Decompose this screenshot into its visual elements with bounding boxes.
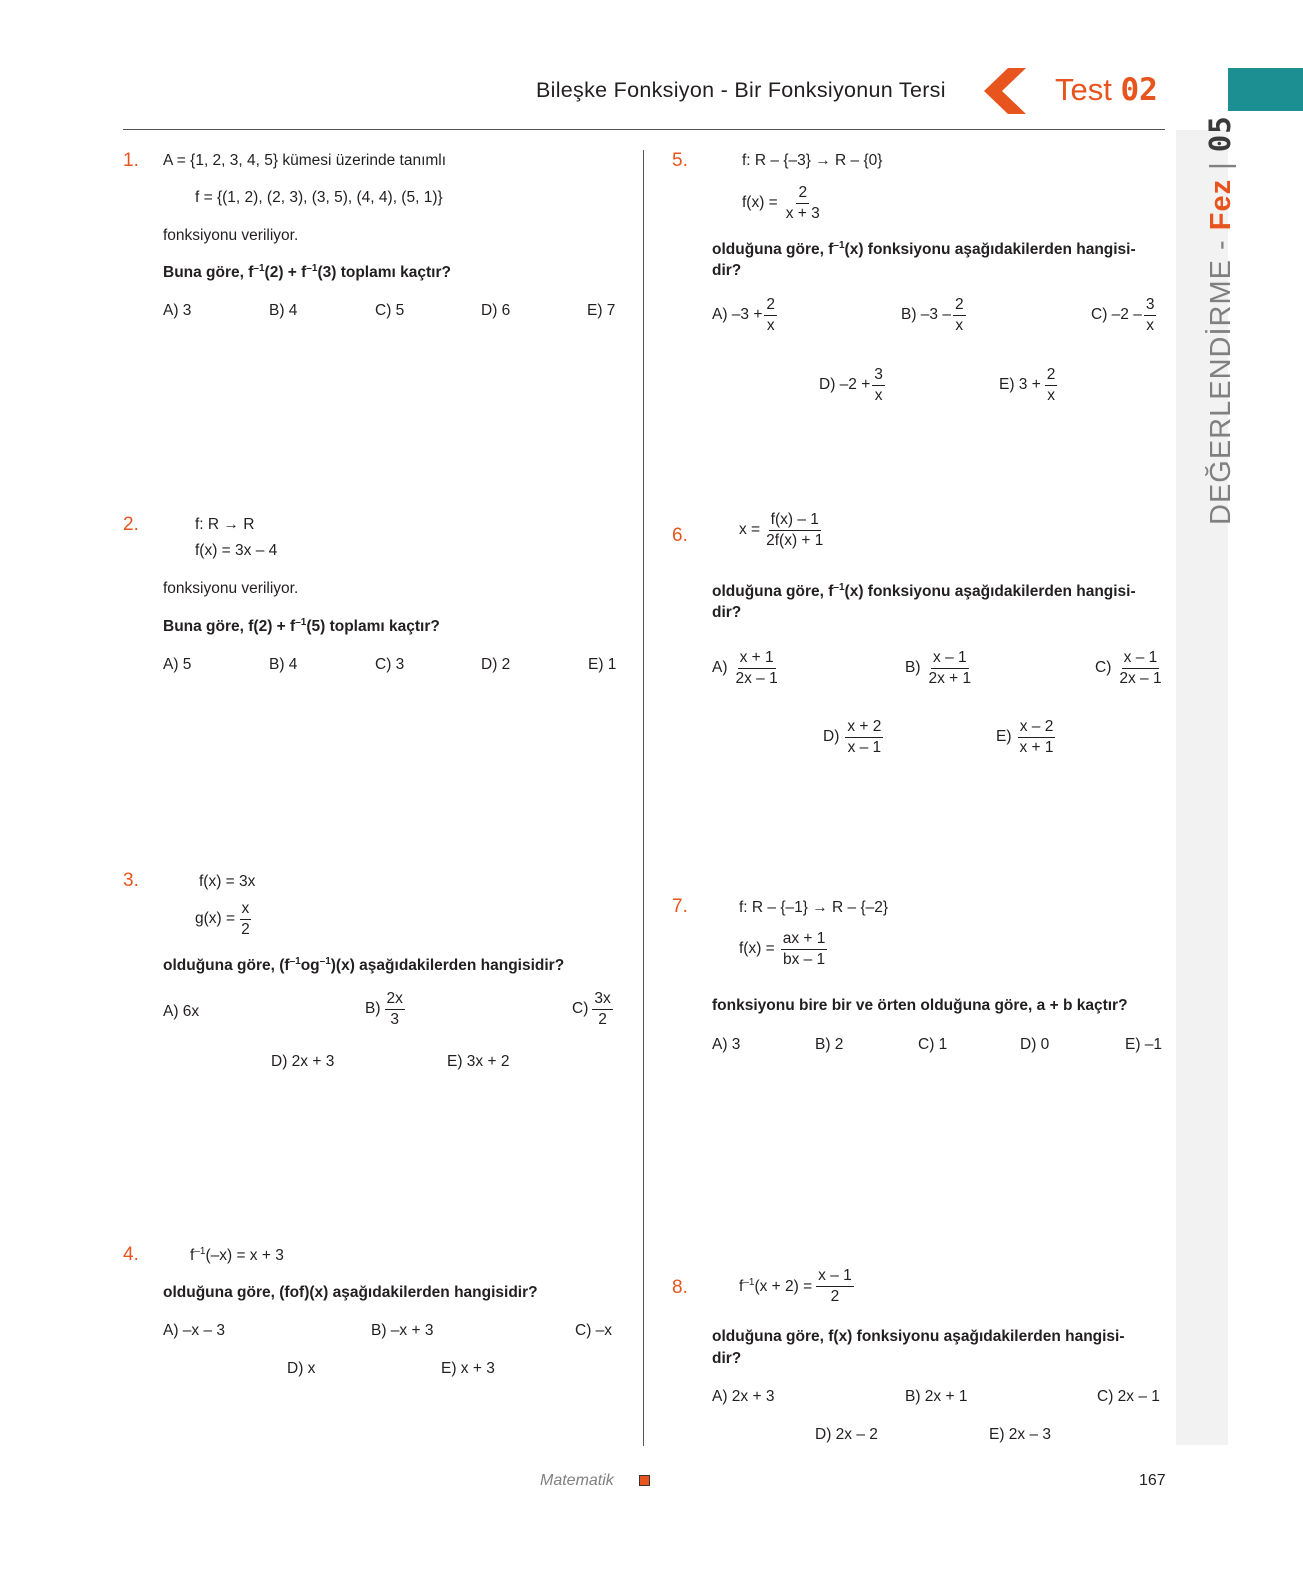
q3-option-b[interactable]: B) 2x 3 xyxy=(365,990,403,1028)
corner-tab xyxy=(1228,68,1303,111)
q1-option-e[interactable]: E) 7 xyxy=(587,302,616,319)
q1-option-b[interactable]: B) 4 xyxy=(269,302,298,319)
q8-option-d[interactable]: D) 2x – 2 xyxy=(815,1426,878,1443)
q3-option-c[interactable]: C) 3x 2 xyxy=(572,990,611,1028)
q1-option-d[interactable]: D) 6 xyxy=(481,302,511,319)
q5-option-e[interactable]: E) 3 + $\frac{2}{x}$ xyxy=(999,366,1056,404)
q2-option-b[interactable]: B) 4 xyxy=(269,656,298,673)
q4-option-c[interactable]: C) –x xyxy=(575,1322,613,1339)
q4-option-b[interactable]: B) –x + 3 xyxy=(371,1322,434,1339)
q6-option-a[interactable]: A) x + 1 2x – 1 xyxy=(712,649,778,687)
q2-option-e[interactable]: E) 1 xyxy=(588,656,617,673)
q7-option-e[interactable]: E) –1 xyxy=(1125,1036,1163,1053)
q8-option-c[interactable]: C) 2x – 1 xyxy=(1097,1388,1160,1405)
q1-intro: A = {1, 2, 3, 4, 5} kümesi üzerinde tanımlı xyxy=(163,152,447,169)
q6-option-b[interactable]: B) x – 1 2x + 1 xyxy=(905,649,972,687)
question-number: 8. xyxy=(672,1277,688,1298)
q4-option-a[interactable]: A) –x – 3 xyxy=(163,1322,226,1339)
q6-question: olduğuna göre, $f^{-1}(x)$ fonksiyonu aşağıdakilerden hangisi- xyxy=(712,582,1136,601)
q2-option-a[interactable]: A) 5 xyxy=(163,656,192,673)
header-rule xyxy=(123,129,1165,130)
q8-question: olduğuna göre, f(x) fonksiyonu aşağıdakilerden hangisi- xyxy=(712,1328,1125,1345)
q2-fx: f(x) = 3x – 4 xyxy=(195,542,278,559)
q8-equation: $f^{-1}(x + 2)$ = $\frac{x - 1}{2}$ xyxy=(739,1267,852,1305)
q8-question-cont: dir? xyxy=(712,1350,742,1367)
q3-gx: g(x) = $\frac{x}{2}$ xyxy=(195,900,250,938)
question-number: 1. xyxy=(123,150,139,171)
chevron-left-icon xyxy=(982,68,1028,114)
sidebar-label: DEĞERLENDİRME - Fez | 05 xyxy=(1203,115,1237,525)
q6-option-d[interactable]: D) x + 2 x – 1 xyxy=(823,718,882,756)
q5-fx: f(x) = $\frac{2}{x + 3}$ xyxy=(742,184,820,222)
q2-given: fonksiyonu veriliyor. xyxy=(163,580,299,597)
q5-question: olduğuna göre, $f^{-1}(x)$ fonksiyonu aşağıdakilerden hangisi- xyxy=(712,240,1136,259)
q5-question-cont: dir? xyxy=(712,262,742,279)
q3-option-a[interactable]: A) 6x xyxy=(163,1003,200,1020)
q7-map: f: R – {–1} → R – {–2} xyxy=(739,899,889,916)
q8-option-a[interactable]: A) 2x + 3 xyxy=(712,1388,775,1405)
q2-question: Buna göre, $f(2) + f^{-1}(5)$ toplamı kaçtır? xyxy=(163,617,440,636)
q3-fx: f(x) = 3x xyxy=(199,873,256,890)
q3-option-d[interactable]: D) 2x + 3 xyxy=(271,1053,335,1070)
q1-option-a[interactable]: A) 3 xyxy=(163,302,192,319)
page-number: 167 xyxy=(1139,1472,1166,1489)
q3-question: olduğuna göre, $(f^{-1}og^{-1})(x)$ aşağıdakilerden hangisidir? xyxy=(163,956,565,975)
q1-given: fonksiyonu veriliyor. xyxy=(163,227,299,244)
footer-subject: Matematik xyxy=(540,1472,614,1489)
q2-map: f: R → R xyxy=(195,516,255,533)
q5-option-c[interactable]: C) –2 – 3 x xyxy=(1091,296,1155,334)
q5-option-b[interactable]: B) –3 – 2 x xyxy=(901,296,964,334)
q6-option-c[interactable]: C) x – 1 2x – 1 xyxy=(1095,649,1162,687)
q1-option-c[interactable]: C) 5 xyxy=(375,302,405,319)
fez-logo: Fez xyxy=(1205,178,1237,231)
question-number: 7. xyxy=(672,896,688,917)
question-number: 3. xyxy=(123,870,139,891)
q6-option-e[interactable]: E) x – 2 x + 1 xyxy=(996,718,1054,756)
question-number: 2. xyxy=(123,514,139,535)
q3-option-e[interactable]: E) 3x + 2 xyxy=(447,1053,510,1070)
q4-expr: $f^{-1}(-x) = x + 3$ xyxy=(190,1246,284,1265)
q5-option-d[interactable]: D) –2 + $\frac{3}{x}$ xyxy=(819,366,883,404)
q7-question: fonksiyonu bire bir ve örten olduğuna göre, a + b kaçtır? xyxy=(712,997,1128,1014)
q6-question-cont: dir? xyxy=(712,604,742,621)
question-number: 4. xyxy=(123,1244,139,1265)
footer-square-icon xyxy=(639,1475,650,1486)
page-title: Bileşke Fonksiyon - Bir Fonksiyonun Tersi xyxy=(536,78,946,102)
q2-option-c[interactable]: C) 3 xyxy=(375,656,405,673)
q8-option-e[interactable]: E) 2x – 3 xyxy=(989,1426,1052,1443)
q1-question: Buna göre, $f^{-1}(2) + f^{-1}(3)$ toplamı kaçtır? xyxy=(163,263,451,282)
q1-set: f = {(1, 2), (2, 3), (3, 5), (4, 4), (5, 1)} xyxy=(195,189,443,206)
q4-question: olduğuna göre, (fof)(x) aşağıdakilerden hangisidir? xyxy=(163,1284,538,1301)
q4-option-e[interactable]: E) x + 3 xyxy=(441,1360,495,1377)
q7-option-a[interactable]: A) 3 xyxy=(712,1036,741,1053)
q5-option-a[interactable]: A) –3 + $\frac{2}{x}$ xyxy=(712,296,776,334)
q2-option-d[interactable]: D) 2 xyxy=(481,656,511,673)
q7-option-d[interactable]: D) 0 xyxy=(1020,1036,1050,1053)
q5-map: f: R – {–3} → R – {0} xyxy=(742,152,883,169)
q8-option-b[interactable]: B) 2x + 1 xyxy=(905,1388,968,1405)
q7-option-c[interactable]: C) 1 xyxy=(918,1036,948,1053)
column-divider xyxy=(643,150,644,1446)
question-number: 5. xyxy=(672,150,688,171)
q6-equation: x = $\frac{f(x) - 1}{2f(x) + 1}$ xyxy=(739,511,824,549)
q4-option-d[interactable]: D) x xyxy=(287,1360,316,1377)
test-label: Test 02 xyxy=(1055,72,1158,108)
q7-option-b[interactable]: B) 2 xyxy=(815,1036,844,1053)
question-number: 6. xyxy=(672,525,688,546)
q7-fx: f(x) = $\frac{ax + 1}{bx - 1}$ xyxy=(739,930,826,968)
